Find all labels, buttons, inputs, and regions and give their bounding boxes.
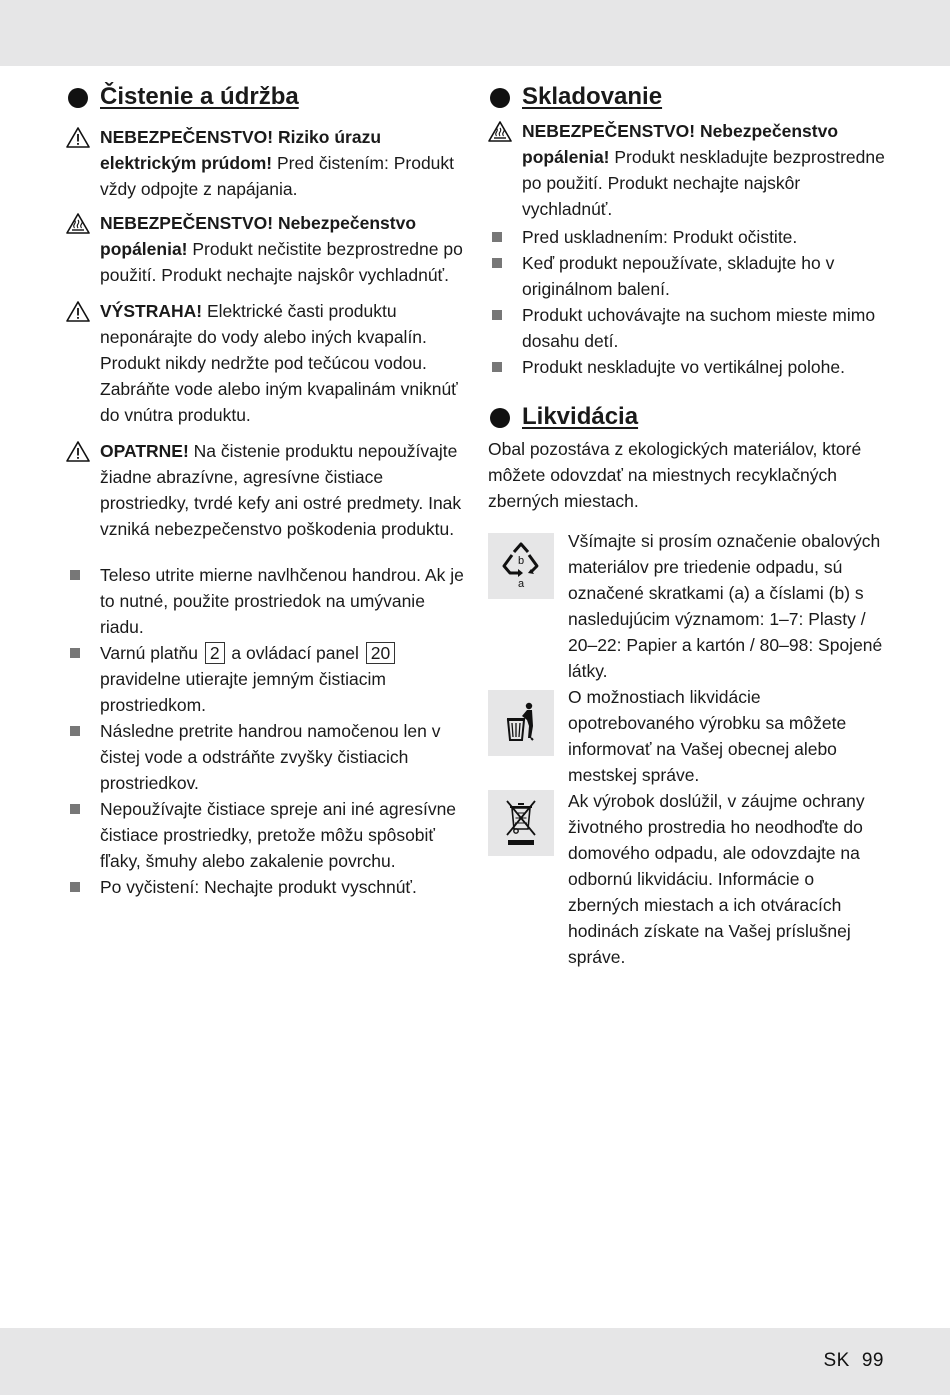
- cleaning-heading: Čistenie a údržba: [100, 83, 299, 110]
- warning-electric-shock: [66, 124, 466, 202]
- recycling-text: Všímajte si prosím označenie obalových materiálov pre triedenie odpadu, sú označené skratkami (a) a číslami (b) s nasledujúcim významom: 1–7: Plasty / 20–22: Papier a kartón / 80–98: Spojené látky.: [568, 531, 883, 681]
- list-item: [66, 796, 466, 874]
- weee-note: [488, 788, 888, 970]
- storage-disposal-column: [488, 82, 888, 970]
- warning-text: Produkt neskladujte bezprostredne po použití. Produkt nechajte najskôr vychladnúť.: [522, 147, 885, 219]
- list-item-text: Varnú platňu: [100, 643, 203, 663]
- section-bullet-icon: [490, 408, 510, 428]
- footer-band: [0, 1328, 950, 1395]
- list-item-text: Následne pretrite handrou namočenou len v čistej vode a odstráňte zvyšky čistiacich prostriedkov.: [100, 721, 441, 793]
- language-code: SK: [823, 1350, 850, 1371]
- warning-triangle-icon: [66, 441, 90, 462]
- weee-text: Ak výrobok doslúžil, v záujme ochrany životného prostredia ho neodhoďte do domového odpadu, ale odovzdajte na odbornú likvidáciu. Informácie o zberných miestach a ich otváracích hodinách získate na Vašej príslušnej správe.: [568, 791, 865, 967]
- warning-text: Produkt nečistite bezprostredne po použití. Produkt nechajte najskôr vychladnúť.: [100, 239, 463, 285]
- storage-heading-row: [488, 82, 888, 112]
- page-number: [824, 1350, 885, 1372]
- warning-title: NEBEZPEČENSTVO! Nebezpečenstvo popálenia!: [522, 121, 839, 167]
- recycling-label-a: a: [517, 578, 525, 590]
- part-reference-badge: 20: [366, 642, 395, 664]
- person-trash-bin-icon: [488, 690, 554, 756]
- page-number-value: 99: [861, 1350, 884, 1371]
- list-item-text: Nepoužívajte čistiace spreje ani iné agresívne čistiace prostriedky, pretože môžu spôsobiť fľaky, šmuhy alebo zakalenie povrchu.: [100, 799, 457, 871]
- warning-title: NEBEZPEČENSTVO! Riziko úrazu elektrickým prúdom!: [100, 127, 382, 173]
- hot-surface-warning-icon: [66, 213, 90, 234]
- storage-heading: Skladovanie: [522, 83, 663, 110]
- list-item-text: a ovládací panel: [226, 643, 364, 663]
- warning-title: OPATRNE!: [100, 441, 189, 461]
- section-bullet-icon: [68, 88, 88, 108]
- bin-text: O možnostiach likvidácie opotrebovaného výrobku sa môžete informovať na Vašej obecnej alebo mestskej správe.: [568, 687, 847, 785]
- cleaning-steps-list: [66, 562, 466, 900]
- warning-triangle-icon: [66, 127, 90, 148]
- warning-burn: [66, 210, 466, 288]
- list-item: Keď produkt nepoužívate, skladujte ho v originálnom balení.: [488, 250, 888, 302]
- warning-triangle-icon: [66, 301, 90, 322]
- hot-surface-warning-icon: [488, 121, 512, 142]
- list-item-text: Po vyčistení: Nechajte produkt vyschnúť.: [100, 877, 417, 897]
- list-item: [66, 562, 466, 640]
- disposal-heading-row: [488, 402, 888, 432]
- list-item: [66, 640, 466, 718]
- list-item-text: Teleso utrite mierne navlhčenou handrou. Ak je to nutné, použite prostriedok na umývanie riadu.: [100, 565, 464, 637]
- crossed-out-wheelie-bin-icon: [488, 790, 554, 856]
- warning-water: [66, 298, 466, 428]
- list-item: [66, 718, 466, 796]
- bin-note: [488, 684, 888, 788]
- list-item: Produkt neskladujte vo vertikálnej polohe.: [488, 354, 888, 380]
- top-band: [0, 0, 950, 66]
- disposal-intro: Obal pozostáva z ekologických materiálov, ktoré môžete odovzdať na miestnych recyklačných zberných miestach.: [488, 439, 862, 511]
- warning-caution: [66, 438, 466, 542]
- section-bullet-icon: [490, 88, 510, 108]
- disposal-heading: Likvidácia: [522, 403, 639, 430]
- recycling-icon: [488, 533, 554, 599]
- list-item: Pred uskladnením: Produkt očistite.: [488, 224, 888, 250]
- part-reference-badge: 2: [205, 642, 225, 664]
- storage-list: [488, 224, 888, 380]
- warning-title: NEBEZPEČENSTVO! Nebezpečenstvo popálenia!: [100, 213, 417, 259]
- warning-text: Elektrické časti produktu neponárajte do vody alebo iných kvapalín. Produkt nikdy nedržte pod tečúcou vodou. Zabráňte vode alebo iným kvapalinám vniknúť do vnútra produktu.: [100, 301, 458, 425]
- cleaning-heading-row: [66, 82, 466, 112]
- recycling-label-b: b: [517, 555, 525, 567]
- warning-text: Na čistenie produktu nepoužívajte žiadne abrazívne, agresívne čistiace prostriedky, tvrdé kefy ani ostré predmety. Inak vzniká nebezpečenstvo poškodenia produktu.: [100, 441, 462, 539]
- list-item: [66, 874, 466, 900]
- recycling-note: [488, 528, 888, 684]
- warning-text: Pred čistením: Produkt vždy odpojte z napájania.: [100, 153, 455, 199]
- warning-title: VÝSTRAHA!: [100, 301, 203, 321]
- cleaning-column: [66, 82, 466, 900]
- list-item-text: pravidelne utierajte jemným čistiacim prostriedkom.: [100, 669, 386, 715]
- storage-warning-burn: [488, 118, 888, 222]
- list-item: Produkt uchovávajte na suchom mieste mimo dosahu detí.: [488, 302, 888, 354]
